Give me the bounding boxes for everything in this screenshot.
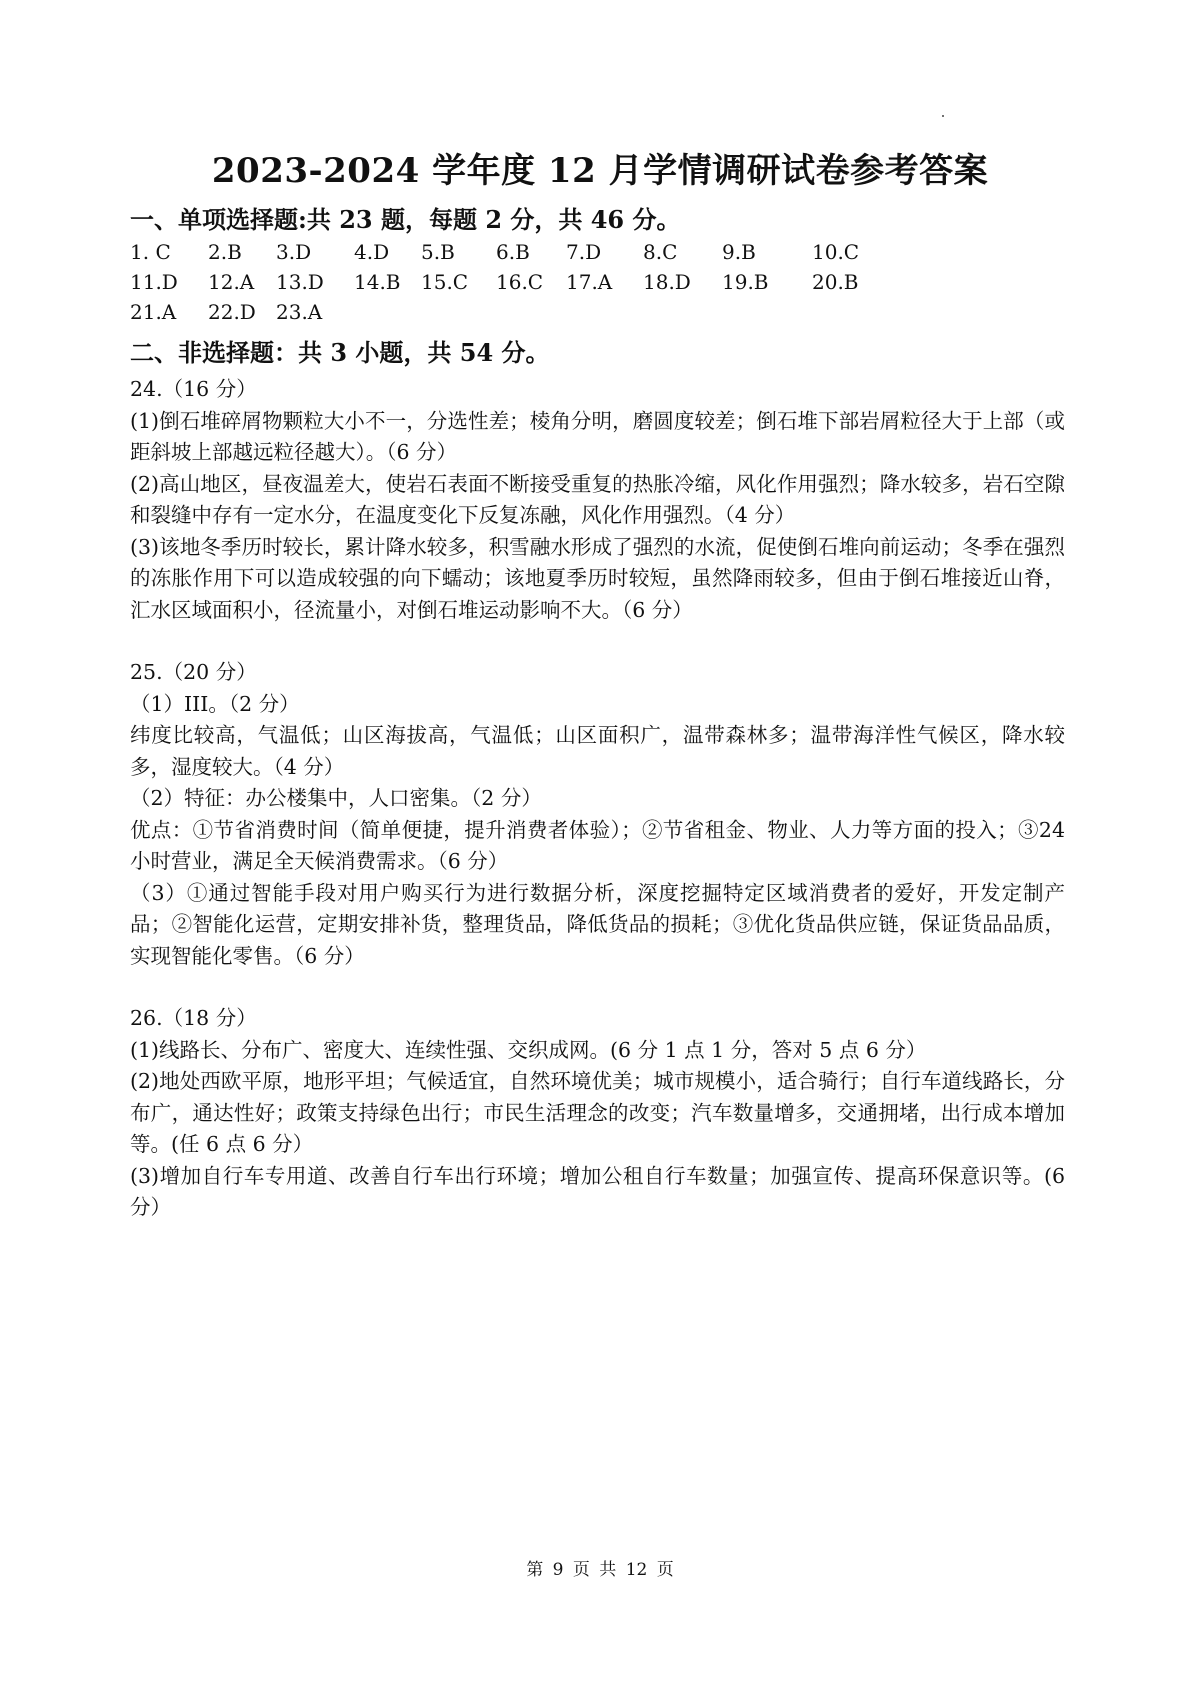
q25-part2-feature: （2）特征：办公楼集中，人口密集。（2 分）	[130, 786, 542, 810]
mc-answer: 6.B	[496, 240, 530, 264]
q24-part2: (2)高山地区，昼夜温差大，使岩石表面不断接受重复的热胀冷缩，风化作用强烈；降水较多，岩石空隙和裂缝中存有一定水分，在温度变化下反复冻融，风化作用强烈。（4 分）	[130, 471, 1065, 527]
mc-answer: 18.D	[643, 270, 691, 294]
mc-answer: 13.D	[276, 270, 324, 294]
q25-part2-advantage: 优点：①节省消费时间（简单便捷，提升消费者体验）；②节省租金、物业、人力等方面的投入；③24 小时营业，满足全天候消费需求。（6 分）	[130, 817, 1065, 873]
page-footer: 第 9 页 共 12 页	[526, 1560, 674, 1580]
mc-answer: 5.B	[421, 240, 455, 264]
mc-answer: 17.A	[566, 270, 613, 294]
mc-answer: 19.B	[722, 270, 769, 294]
mc-answer: 23.A	[276, 300, 323, 324]
q26-part2: (2)地处西欧平原，地形平坦；气候适宜，自然环境优美；城市规模小，适合骑行；自行车道线路长，分布广，通达性好；政策支持绿色出行；市民生活理念的改变；汽车数量增多，交通拥堵，出行成本增加等。(任 6 点 6 分）	[130, 1069, 1065, 1156]
q24-part1: (1)倒石堆碎屑物颗粒大小不一，分选性差；棱角分明，磨圆度较差；倒石堆下部岩屑粒径大于上部（或距斜坡上部越远粒径越大）。（6 分）	[130, 408, 1065, 464]
q24-header: 24.（16 分）	[130, 377, 257, 401]
mc-answer: 9.B	[722, 240, 756, 264]
q26-part3: (3)增加自行车专用道、改善自行车出行环境；增加公租自行车数量；加强宣传、提高环保意识等。(6 分）	[130, 1163, 1065, 1219]
q26-header: 26.（18 分）	[130, 1006, 257, 1030]
q24-part3: (3)该地冬季历时较长，累计降水较多，积雪融水形成了强烈的水流，促使倒石堆向前运动；冬季在强烈的冻胀作用下可以造成较强的向下蠕动；该地夏季历时较短，虽然降雨较多，但由于倒石堆接近山脊，汇水区域面积小，径流量小，对倒石堆运动影响不大。（6 分）	[130, 534, 1065, 622]
mc-answer: 22.D	[208, 300, 256, 324]
mc-answer: 14.B	[354, 270, 401, 294]
mc-answer: 2.B	[208, 240, 242, 264]
mc-answer: 1. C	[130, 240, 171, 264]
mc-answer: 15.C	[421, 270, 469, 294]
mc-answer: 11.D	[130, 270, 178, 294]
q25-part1-reason: 纬度比较高，气温低；山区海拔高，气温低；山区面积广，温带森林多；温带海洋性气候区，降水较多，湿度较大。（4 分）	[130, 723, 1065, 779]
mc-answer: 20.B	[812, 270, 859, 294]
q25-part3: （3）①通过智能手段对用户购买行为进行数据分析，深度挖掘特定区域消费者的爱好，开发定制产品；②智能化运营，定期安排补货，整理货品，降低货品的损耗；③优化货品供应链，保证货品品质，实现智能化零售。（6 分）	[130, 880, 1065, 968]
q25-header: 25.（20 分）	[130, 660, 257, 684]
mc-answer: 3.D	[276, 240, 312, 264]
mc-answer: 16.C	[496, 270, 544, 294]
scan-speck	[942, 115, 944, 117]
essay-answers	[130, 374, 1065, 1224]
page-title: 2023-2024 学年度 12 月学情调研试卷参考答案	[211, 151, 989, 191]
mc-answer: 21.A	[130, 300, 177, 324]
mc-answer: 10.C	[812, 240, 860, 264]
section1-heading: 一、单项选择题:共 23 题，每题 2 分，共 46 分。	[130, 205, 681, 234]
q25-part1: （1）III。（2 分）	[130, 691, 300, 716]
mc-answer: 12.A	[208, 270, 255, 294]
mc-answer: 7.D	[566, 240, 602, 264]
q26-part1: (1)线路长、分布广、密度大、连续性强、交织成网。(6 分 1 点 1 分，答对 5 点 6 分）	[130, 1037, 927, 1062]
mc-answer: 4.D	[354, 240, 390, 264]
section2-heading: 二、非选择题：共 3 小题，共 54 分。	[130, 338, 550, 367]
mc-answer: 8.C	[643, 240, 678, 264]
